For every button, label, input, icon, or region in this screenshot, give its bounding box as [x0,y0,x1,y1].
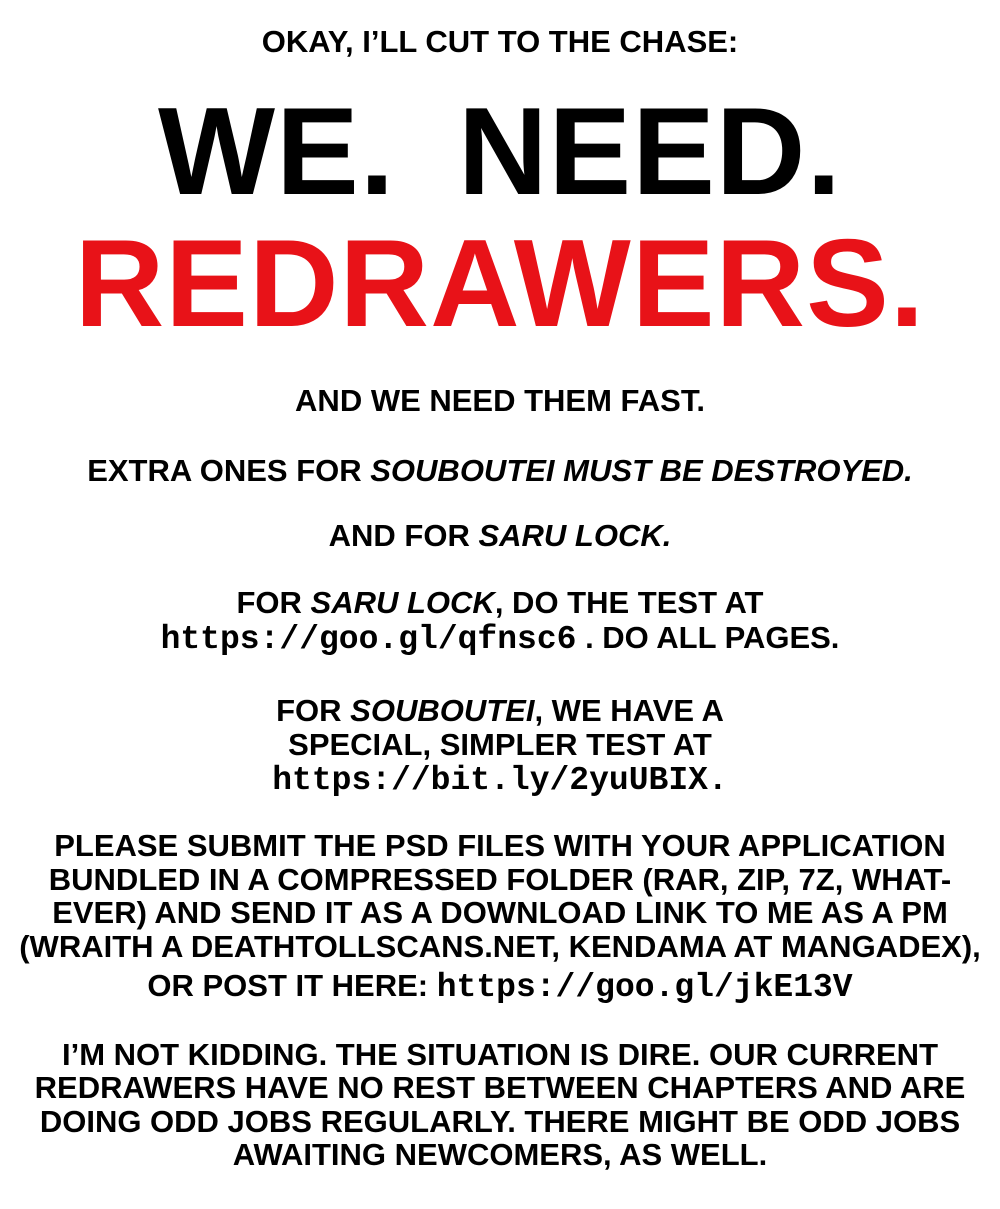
need-fast-line: AND WE NEED THEM FAST. [295,382,705,418]
closing-statement [0,1038,1000,1172]
intro-line: OKAY, I’LL CUT TO THE CHASE: [261,24,739,59]
saru-test-prefix-text: FOR [236,584,311,620]
submit-line-3: EVER) AND SEND IT AS A DOWNLOAD LINK TO ME AS A PM [52,895,948,931]
submission-instructions [0,829,1000,1006]
post-prefix-text: OR POST IT HERE: [147,968,437,1004]
souboutei-test-line-1 [0,694,1000,729]
submit-line-2: BUNDLED IN A COMPRESSED FOLDER (RAR, ZIP, 7Z, WHAT- [48,861,952,897]
post-it-here-line [0,969,1000,1006]
and-for-line [0,519,1000,554]
closing-line-2: REDRAWERS HAVE NO REST BETWEEN CHAPTERS AND ARE [34,1070,966,1106]
series-title-saru-lock-inline: SARU LOCK [310,584,495,620]
saru-test-suffix-text: , DO THE TEST AT [494,584,764,620]
headline-we-need: WE. NEED. [158,82,842,221]
submit-line-4: (WRAITH A DEATHTOLLSCANS.NET, KENDAMA AT MANGADEX), [19,928,981,964]
souboutei-test-line-2: SPECIAL, SIMPLER TEST AT [288,727,712,763]
extra-prefix-text: EXTRA ONES FOR [87,453,371,489]
closing-line-1: I’M NOT KIDDING. THE SITUATION IS DIRE. OUR CURRENT [61,1036,939,1072]
submit-line-1: PLEASE SUBMIT THE PSD FILES WITH YOUR APPLICATION [54,828,946,864]
saru-lock-test-url-line [0,621,1000,659]
extra-redrawers-line [0,454,1000,489]
post-url: https://goo.gl/jkE13V [436,969,853,1007]
and-for-prefix-text: AND FOR [328,518,479,554]
soub-test-prefix-text: FOR [276,692,351,728]
series-title-souboutei-must-be-destroyed: SOUBOUTEI MUST BE DESTROYED. [370,453,913,489]
closing-line-4: AWAITING NEWCOMERS, AS WELL. [232,1137,768,1173]
saru-lock-test-line [0,586,1000,621]
saru-url-suffix-text: . DO ALL PAGES. [576,619,840,655]
saru-test-url: https://goo.gl/qfnsc6 [160,620,577,658]
series-title-souboutei-inline: SOUBOUTEI [350,692,535,728]
souboutei-test-url: https://bit.ly/2yuUBIX. [272,761,728,799]
soub-test-suffix-text: , WE HAVE A [534,692,724,728]
headline-redrawers: REDRAWERS. [74,214,926,353]
closing-line-3: DOING ODD JOBS REGULARLY. THERE MIGHT BE ODD JOBS [39,1103,961,1139]
series-title-saru-lock: SARU LOCK. [478,518,672,554]
